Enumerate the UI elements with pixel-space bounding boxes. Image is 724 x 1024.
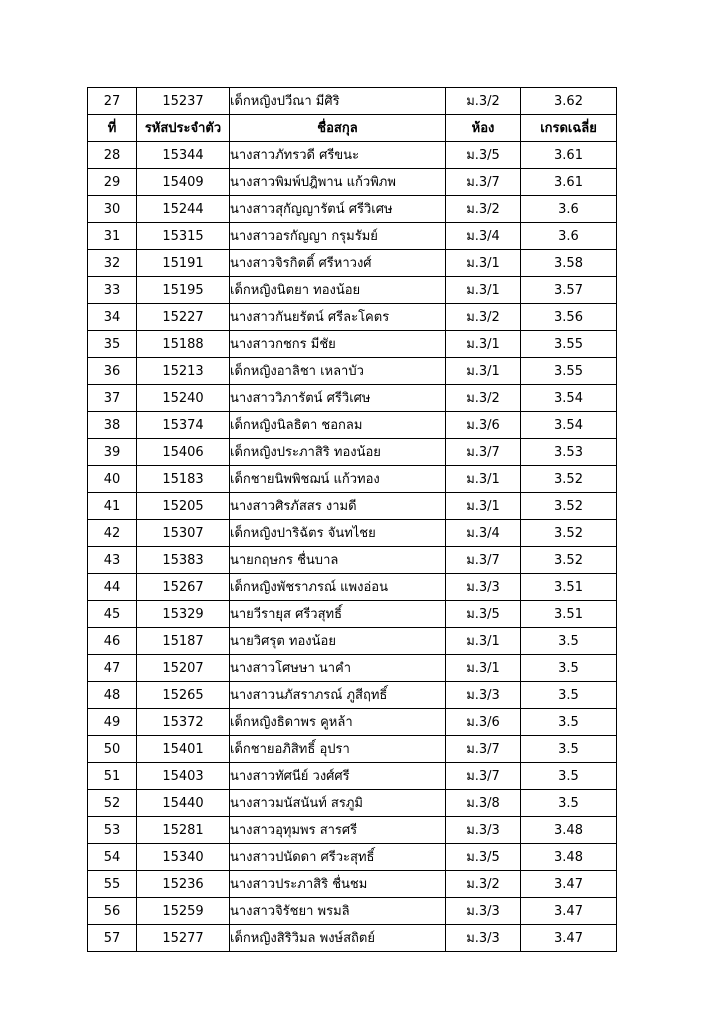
student-name: เด็กหญิงประภาสิริ ทองน้อย [230,439,446,466]
class-room: ม.3/8 [446,790,521,817]
gpa-value: 3.47 [521,898,617,925]
student-name: นายกฤษกร ชื่นบาล [230,547,446,574]
row-number: 49 [88,709,137,736]
class-room: ม.3/6 [446,412,521,439]
student-name: เด็กหญิงสิริวิมล พงษ์สถิตย์ [230,925,446,952]
class-room: ม.3/7 [446,439,521,466]
gpa-value: 3.5 [521,709,617,736]
class-room: ม.3/5 [446,844,521,871]
student-name: นางสาวมนัสนันท์ สรภูมิ [230,790,446,817]
gpa-value: 3.6 [521,196,617,223]
student-id: 15307 [137,520,230,547]
table-row [88,709,617,736]
student-name: นางสาวสุกัญญารัตน์ ศรีวิเศษ [230,196,446,223]
row-number: 50 [88,736,137,763]
table-row [88,601,617,628]
student-id: 15383 [137,547,230,574]
row-number: 45 [88,601,137,628]
student-id: 15340 [137,844,230,871]
table-row [88,844,617,871]
table-row [88,358,617,385]
table-row [88,763,617,790]
class-room: ม.3/5 [446,601,521,628]
class-room: ม.3/1 [446,628,521,655]
class-room: ม.3/3 [446,574,521,601]
table-row [88,142,617,169]
row-number: 38 [88,412,137,439]
class-room: ม.3/3 [446,925,521,952]
class-room: ม.3/1 [446,466,521,493]
class-room: ม.3/7 [446,169,521,196]
header-gpa: เกรดเฉลี่ย [521,115,617,142]
student-id: 15406 [137,439,230,466]
gpa-value: 3.5 [521,682,617,709]
gpa-value: 3.48 [521,817,617,844]
table-row [88,88,617,115]
table-row [88,898,617,925]
row-number: 51 [88,763,137,790]
table-row [88,439,617,466]
student-name: เด็กหญิงพัชราภรณ์ แพงอ่อน [230,574,446,601]
row-number: 36 [88,358,137,385]
student-id: 15259 [137,898,230,925]
row-number: 48 [88,682,137,709]
student-name: เด็กหญิงนิลธิตา ชอกลม [230,412,446,439]
table-row [88,250,617,277]
student-name: นายวิศรุต ทองน้อย [230,628,446,655]
table-row [88,871,617,898]
student-id: 15315 [137,223,230,250]
row-number: 47 [88,655,137,682]
class-room: ม.3/2 [446,304,521,331]
header-number: ที่ [88,115,137,142]
gpa-value: 3.47 [521,871,617,898]
gpa-value: 3.47 [521,925,617,952]
student-id: 15236 [137,871,230,898]
row-number: 32 [88,250,137,277]
student-id: 15401 [137,736,230,763]
table-row [88,790,617,817]
row-number: 44 [88,574,137,601]
gpa-value: 3.6 [521,223,617,250]
student-id: 15374 [137,412,230,439]
gpa-value: 3.5 [521,628,617,655]
student-id: 15207 [137,655,230,682]
table-row [88,574,617,601]
gpa-value: 3.52 [521,547,617,574]
student-id: 15244 [137,196,230,223]
row-number: 56 [88,898,137,925]
table-row [88,223,617,250]
row-number: 57 [88,925,137,952]
table-row [88,547,617,574]
student-name: นางสาวอรกัญญา กรุมรัมย์ [230,223,446,250]
row-number: 33 [88,277,137,304]
student-name: นายวีรายุส ศรีวสุทธิ์ [230,601,446,628]
student-name: นางสาวศิรภัสสร งามดี [230,493,446,520]
gpa-value: 3.57 [521,277,617,304]
student-name: นางสาวปนัดดา ศรีวะสุทธิ์ [230,844,446,871]
class-room: ม.3/3 [446,817,521,844]
table-row [88,817,617,844]
student-name: นางสาวนภัสราภรณ์ ภูสีฤทธิ์ [230,682,446,709]
table-row [88,385,617,412]
student-name: เด็กชายนิพพิชฌน์ แก้วทอง [230,466,446,493]
row-number: 35 [88,331,137,358]
table-row [88,520,617,547]
student-name: นางสาวจิรกิตติ์ ศรีหาวงศ์ [230,250,446,277]
row-number: 30 [88,196,137,223]
student-name: นางสาวพิมพ์ปฎิพาน แก้วพิภพ [230,169,446,196]
student-name: นางสาวทัศนีย์ วงศ์ศรี [230,763,446,790]
student-id: 15267 [137,574,230,601]
row-number: 55 [88,871,137,898]
gpa-value: 3.61 [521,142,617,169]
student-id: 15281 [137,817,230,844]
table-row [88,412,617,439]
student-name: นางสาวจิรัชยา พรมลิ [230,898,446,925]
table-row [88,493,617,520]
class-room: ม.3/7 [446,547,521,574]
header-student-id: รหัสประจำตัว [137,115,230,142]
table-row [88,196,617,223]
gpa-value: 3.5 [521,655,617,682]
gpa-value: 3.5 [521,790,617,817]
student-name: เด็กหญิงธิดาพร คูหล้า [230,709,446,736]
student-id: 15213 [137,358,230,385]
student-name: เด็กหญิงอาลิชา เหลาบัว [230,358,446,385]
row-number: 39 [88,439,137,466]
class-room: ม.3/4 [446,223,521,250]
gpa-value: 3.55 [521,358,617,385]
student-id: 15237 [137,88,230,115]
student-id: 15183 [137,466,230,493]
row-number: 53 [88,817,137,844]
gpa-value: 3.5 [521,763,617,790]
gpa-value: 3.55 [521,331,617,358]
row-number: 43 [88,547,137,574]
student-id: 15187 [137,628,230,655]
student-id: 15205 [137,493,230,520]
gpa-value: 3.53 [521,439,617,466]
table-row [88,655,617,682]
table-header-row [88,115,617,142]
student-name: นางสาววิภารัตน์ ศรีวิเศษ [230,385,446,412]
table-row [88,331,617,358]
row-number: 46 [88,628,137,655]
student-id: 15344 [137,142,230,169]
class-room: ม.3/3 [446,898,521,925]
class-room: ม.3/1 [446,331,521,358]
class-room: ม.3/1 [446,358,521,385]
student-id: 15403 [137,763,230,790]
student-id: 15227 [137,304,230,331]
row-number: 40 [88,466,137,493]
class-room: ม.3/7 [446,763,521,790]
student-id: 15265 [137,682,230,709]
student-id: 15440 [137,790,230,817]
student-id: 15329 [137,601,230,628]
header-room: ห้อง [446,115,521,142]
class-room: ม.3/2 [446,88,521,115]
gpa-value: 3.51 [521,601,617,628]
class-room: ม.3/6 [446,709,521,736]
gpa-value: 3.5 [521,736,617,763]
class-room: ม.3/7 [446,736,521,763]
student-name: เด็กหญิงปวีณา มีศิริ [230,88,446,115]
student-name: เด็กชายอภิสิทธิ์ อุปรา [230,736,446,763]
student-id: 15409 [137,169,230,196]
student-id: 15191 [137,250,230,277]
gpa-value: 3.61 [521,169,617,196]
gpa-value: 3.52 [521,493,617,520]
student-name: นางสาวภัทรวดี ศรีขนะ [230,142,446,169]
student-name: นางสาวอุทุมพร สารศรี [230,817,446,844]
table-row [88,736,617,763]
class-room: ม.3/1 [446,277,521,304]
table-row [88,277,617,304]
student-id: 15240 [137,385,230,412]
gpa-value: 3.58 [521,250,617,277]
student-name: นางสาวโศษษา นาคำ [230,655,446,682]
row-number: 31 [88,223,137,250]
row-number: 52 [88,790,137,817]
student-id: 15195 [137,277,230,304]
row-number: 54 [88,844,137,871]
gpa-value: 3.51 [521,574,617,601]
table-row [88,169,617,196]
row-number: 41 [88,493,137,520]
student-id: 15372 [137,709,230,736]
gpa-value: 3.52 [521,466,617,493]
student-id: 15188 [137,331,230,358]
student-name: เด็กหญิงนิตยา ทองน้อย [230,277,446,304]
class-room: ม.3/4 [446,520,521,547]
class-room: ม.3/1 [446,655,521,682]
class-room: ม.3/1 [446,493,521,520]
class-room: ม.3/2 [446,196,521,223]
row-number: 28 [88,142,137,169]
class-room: ม.3/2 [446,871,521,898]
row-number: 37 [88,385,137,412]
table-row [88,304,617,331]
gpa-value: 3.54 [521,412,617,439]
student-grades-table [87,87,617,952]
student-name: นางสาวกันยรัตน์ ศรีละโคตร [230,304,446,331]
gpa-value: 3.48 [521,844,617,871]
row-number: 29 [88,169,137,196]
row-number: 34 [88,304,137,331]
class-room: ม.3/3 [446,682,521,709]
gpa-value: 3.52 [521,520,617,547]
student-name: นางสาวกชกร มีชัย [230,331,446,358]
class-room: ม.3/5 [446,142,521,169]
gpa-value: 3.62 [521,88,617,115]
row-number: 42 [88,520,137,547]
header-name: ชื่อสกุล [230,115,446,142]
student-name: นางสาวประภาสิริ ชื่นชม [230,871,446,898]
gpa-value: 3.54 [521,385,617,412]
student-id: 15277 [137,925,230,952]
table-row [88,466,617,493]
class-room: ม.3/2 [446,385,521,412]
table-row [88,682,617,709]
class-room: ม.3/1 [446,250,521,277]
student-name: เด็กหญิงปาริฉัตร จันทไชย [230,520,446,547]
gpa-value: 3.56 [521,304,617,331]
table-row [88,925,617,952]
row-number: 27 [88,88,137,115]
table-row [88,628,617,655]
